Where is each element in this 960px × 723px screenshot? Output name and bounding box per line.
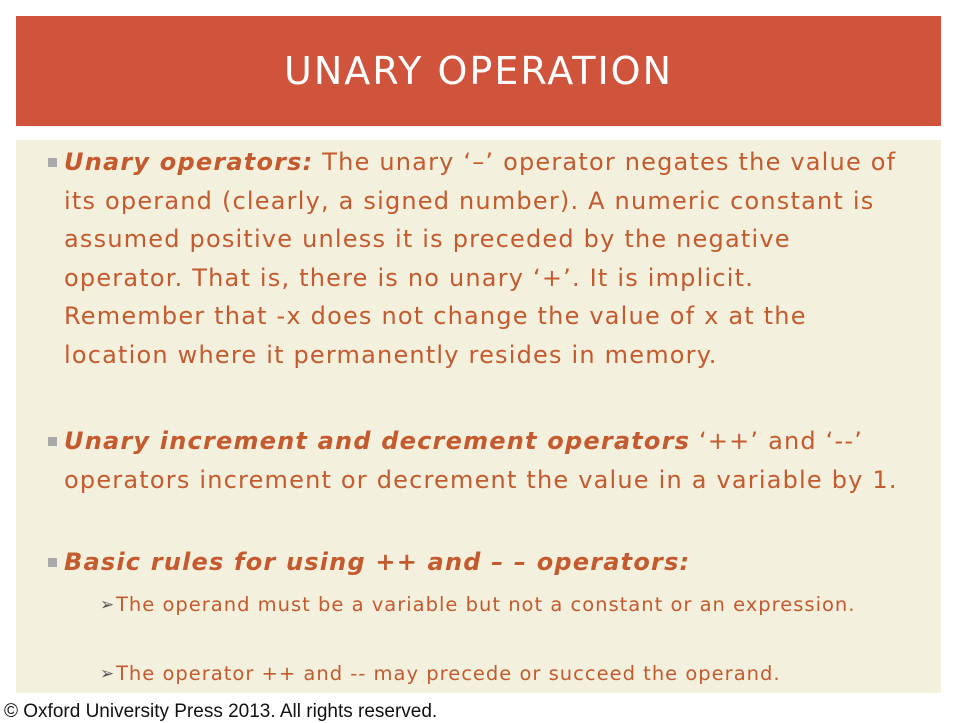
arrow-bullet-icon: ➢: [100, 664, 116, 684]
bullet-item: [64, 143, 899, 374]
bullet-lead: Basic rules for using ++ and – – operators:: [64, 548, 691, 576]
bullet-text: The unary ‘–’ operator negates the value of its operand (clearly, a signed number). A numeric constant is assumed positive unless it is preceded by the negative operator. That is, there is no unary ‘+’. It is implicit. Remember that -x does not change the value of x at the location where it permanently resides in memory.: [64, 148, 897, 369]
title-bar: [16, 16, 941, 126]
bullet-item: [64, 422, 899, 499]
square-bullet-icon: [48, 558, 57, 567]
sub-bullet-item: [100, 658, 876, 690]
sub-bullet-item: [100, 589, 876, 621]
bullet-text: ‘++’ and ‘--’ operators increment or decrement the value in a variable by 1.: [64, 427, 898, 494]
bullet-lead: Unary increment and decrement operators: [64, 427, 691, 455]
sub-bullet-text: The operand must be a variable but not a constant or an expression.: [116, 593, 856, 616]
sub-bullet-text: The operator ++ and -- may precede or succeed the operand.: [116, 662, 781, 685]
arrow-bullet-icon: ➢: [100, 595, 116, 615]
copyright-footer: © Oxford University Press 2013. All rights reserved.: [4, 701, 438, 722]
slide-title: UNARY OPERATION: [284, 49, 673, 93]
content-panel: [16, 140, 941, 693]
bullet-item: [64, 543, 899, 582]
square-bullet-icon: [48, 158, 57, 167]
square-bullet-icon: [48, 437, 57, 446]
bullet-lead: Unary operators:: [64, 148, 314, 176]
